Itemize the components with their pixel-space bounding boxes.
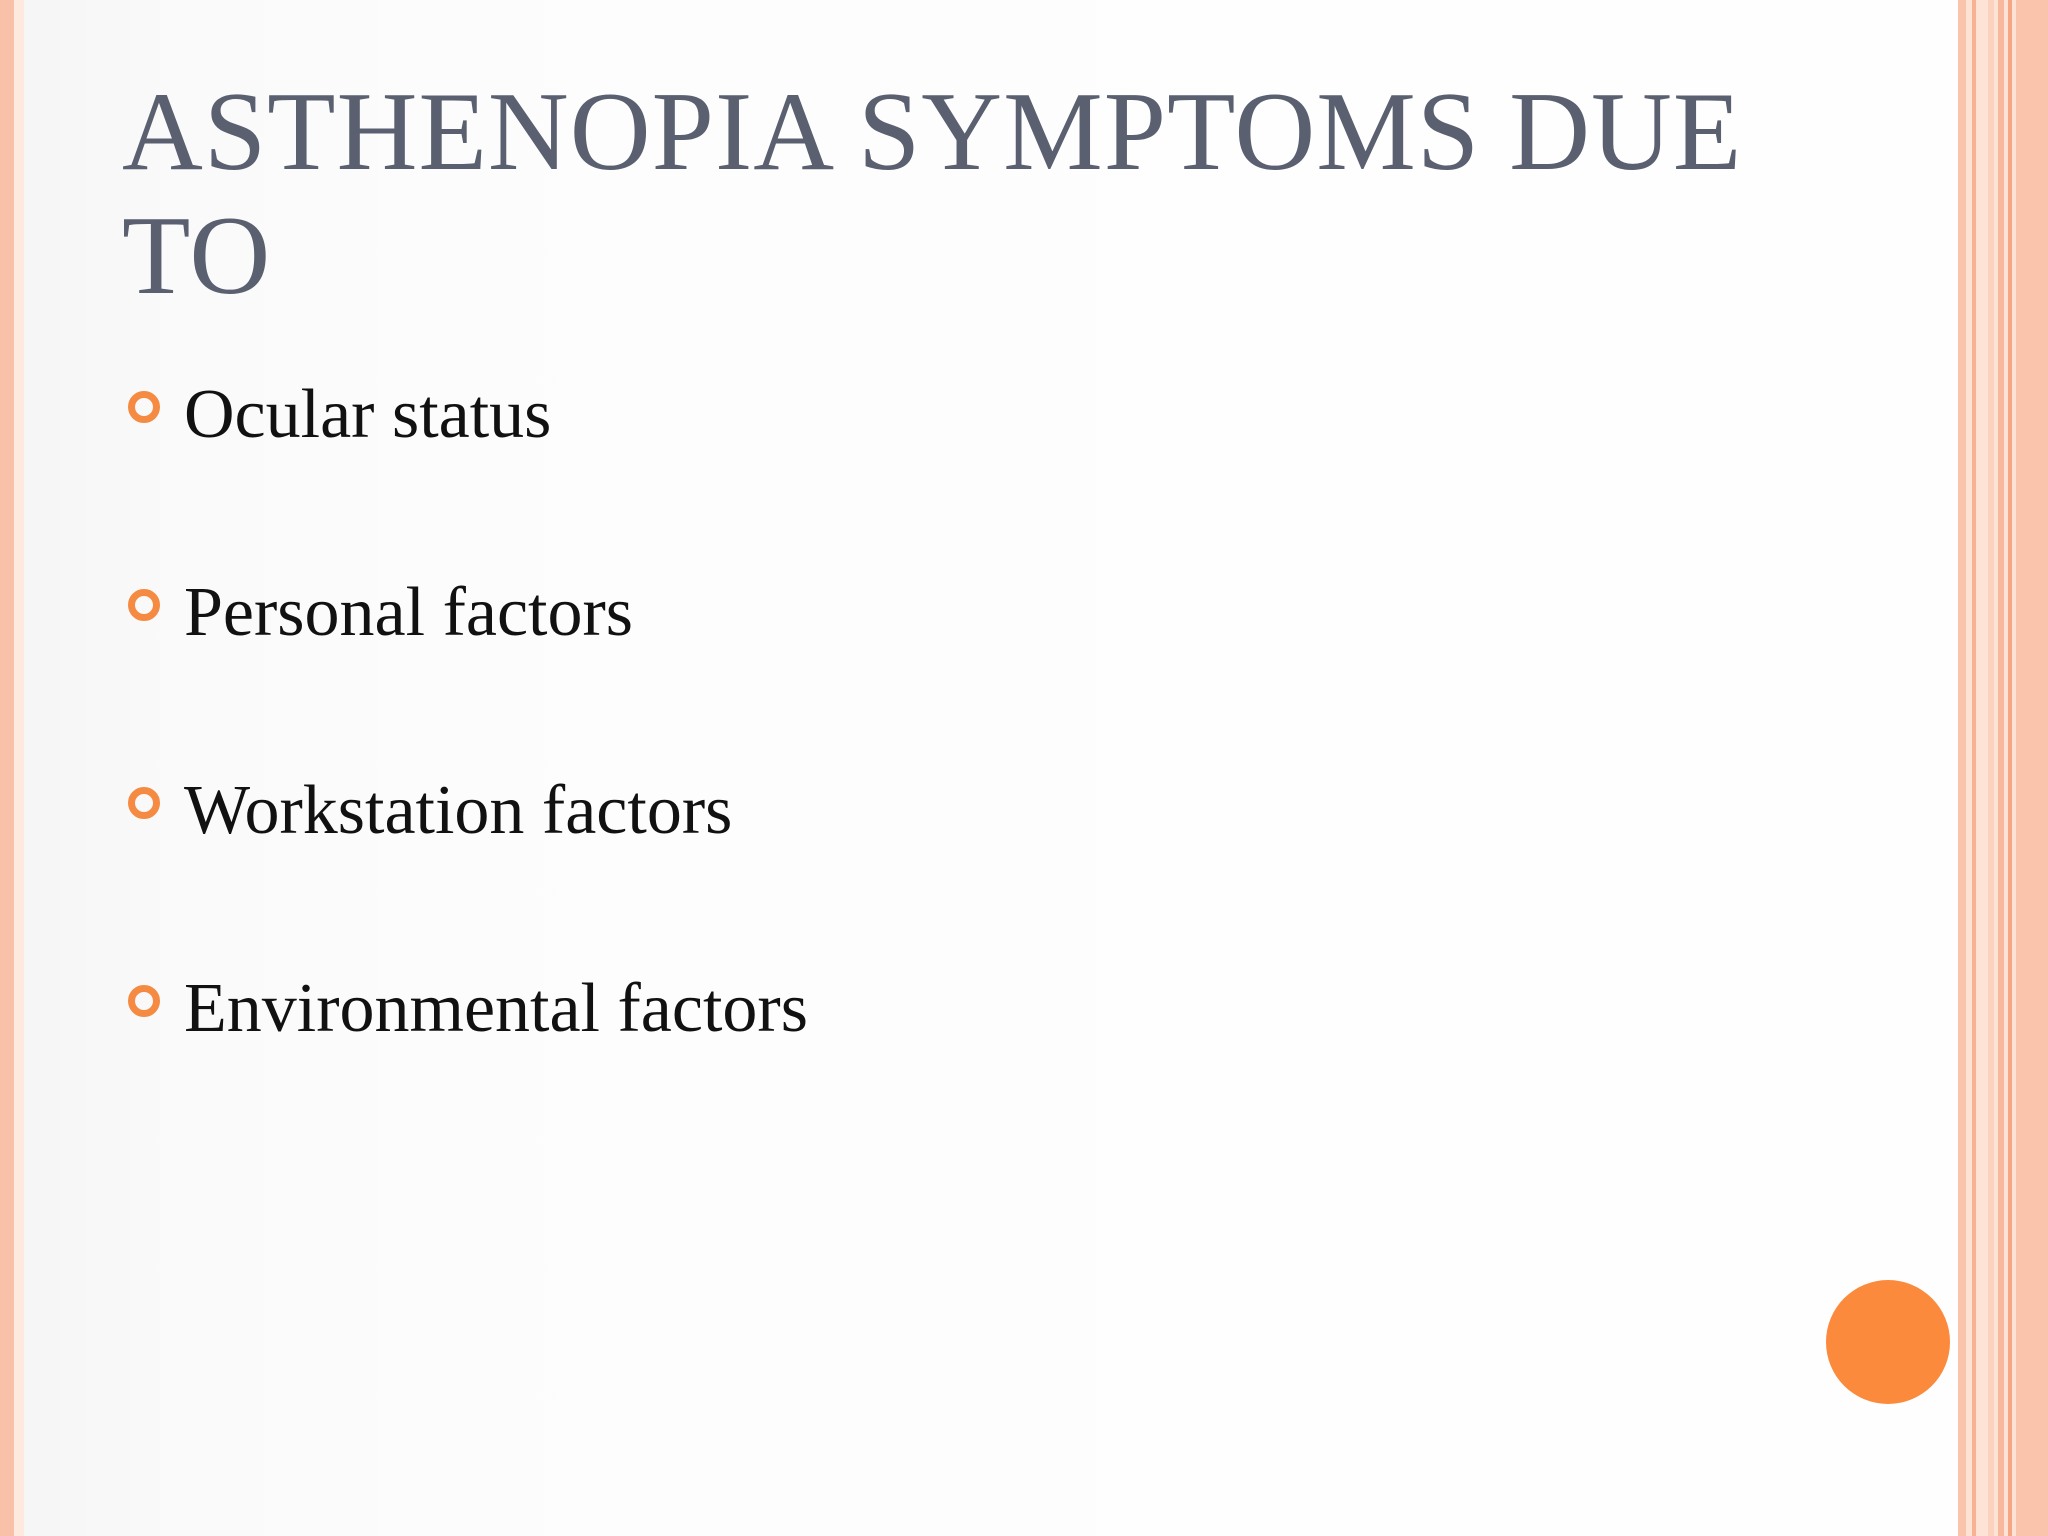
left-border-stripe (0, 0, 14, 1536)
right-border-stripe (1988, 0, 1994, 1536)
bullet-text: Workstation factors (184, 772, 733, 849)
ring-bullet-icon (128, 589, 160, 621)
ring-bullet-icon (128, 391, 160, 423)
left-border-stripe-inner (14, 0, 24, 1536)
right-border-stripe (2016, 0, 2048, 1536)
slide-title: ASTHENOPIA SYMPTOMS DUE TO (122, 70, 1743, 318)
right-border-stripe (1958, 0, 1966, 1536)
ring-bullet-icon (128, 787, 160, 819)
orange-circle-decoration (1826, 1280, 1950, 1404)
right-border-stripe (1972, 0, 1976, 1536)
right-border-stripe (1998, 0, 2004, 1536)
bullet-text: Environmental factors (184, 970, 808, 1047)
bullet-text: Personal factors (184, 574, 634, 651)
right-border-stripe (2008, 0, 2012, 1536)
ring-bullet-icon (128, 985, 160, 1017)
bullet-text: Ocular status (184, 376, 552, 453)
